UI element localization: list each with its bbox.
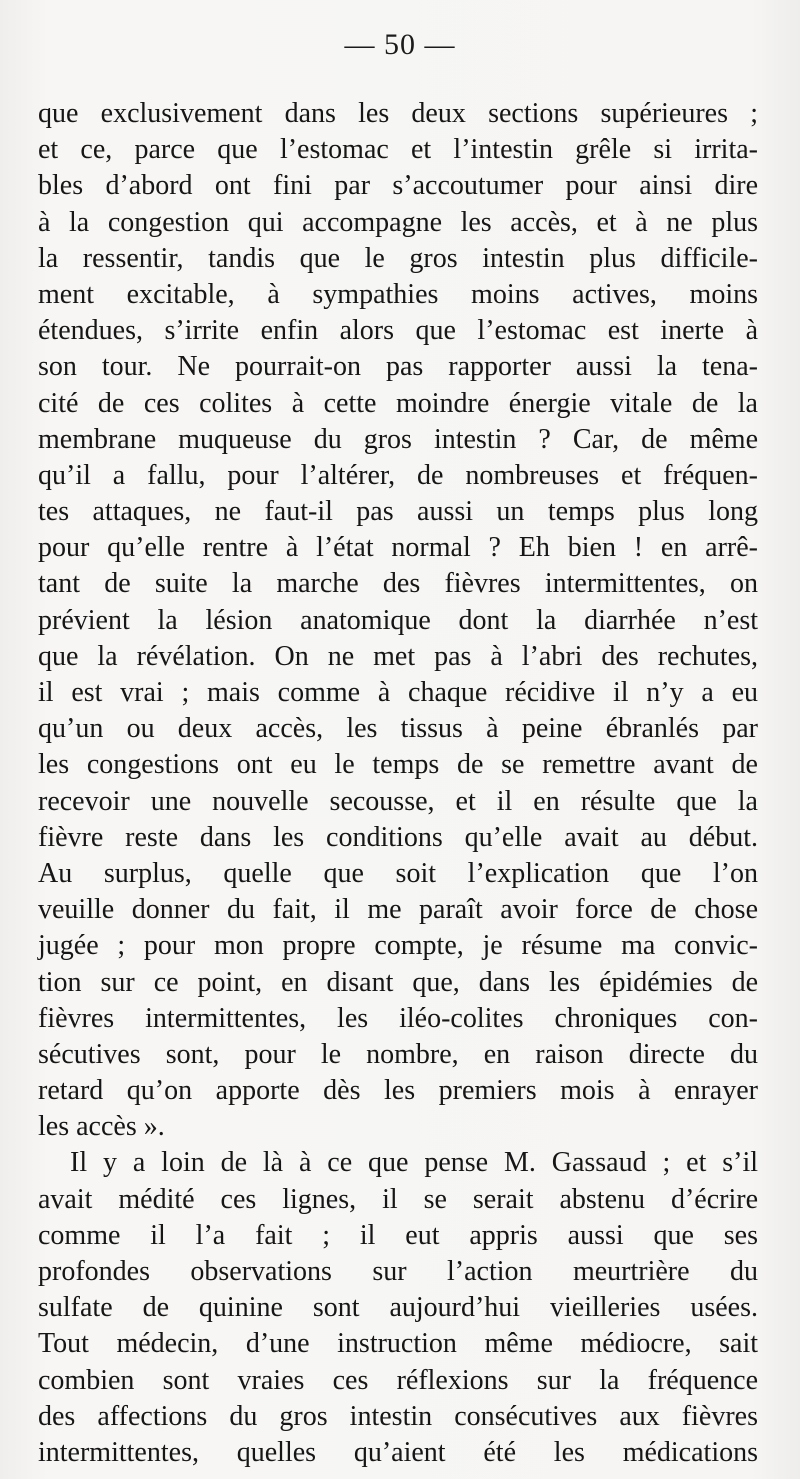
text-line: pour qu’elle rentre à l’état normal ? Eh bien ! en arrê- [38,532,758,564]
body-text [38,96,758,1471]
text-line: les congestions ont eu le temps de se remettre avant de [38,749,758,781]
text-line: sécutives sont, pour le nombre, en raison directe du [38,1038,758,1070]
text-line: jugée ; pour mon propre compte, je résume ma convic- [38,930,758,962]
text-line: Au surplus, quelle que soit l’explication que l’on [38,857,758,889]
text-line: son tour. Ne pourrait-on pas rapporter aussi la tena- [38,351,758,383]
text-line: prévient la lésion anatomique dont la diarrhée n’est [38,604,758,636]
text-line: tes attaques, ne faut-il pas aussi un temps plus long [38,496,758,528]
text-line: veuille donner du fait, il me paraît avoir force de chose [38,894,758,926]
text-line: sulfate de quinine sont aujourd’hui vieilleries usées. [38,1292,758,1324]
text-line: fièvre reste dans les conditions qu’elle avait au début. [38,821,758,853]
text-line: recevoir une nouvelle secousse, et il en résulte que la [38,785,758,817]
text-line: membrane muqueuse du gros intestin ? Car, de même [38,423,758,455]
text-line: des affections du gros intestin consécutives aux fièvres [38,1400,758,1432]
text-line: bles d’abord ont fini par s’accoutumer pour ainsi dire [38,170,758,202]
text-line: avait médité ces lignes, il se serait abstenu d’écrire [38,1183,758,1215]
text-line: il est vrai ; mais comme à chaque récidive il n’y a eu [38,677,758,708]
text-line: ment excitable, à sympathies moins actives, moins [38,278,758,310]
text-line: que exclusivement dans les deux sections supérieures ; [38,98,758,129]
text-line: fièvres intermittentes, les iléo-colites chroniques con- [38,1002,758,1034]
text-line: profondes observations sur l’action meurtrière du [38,1256,758,1287]
text-line: combien sont vraies ces réflexions sur la fréquence [38,1364,758,1396]
text-line: tant de suite la marche des fièvres intermittentes, on [38,568,758,600]
text-line: les accès ». [38,1111,165,1143]
text-line: Tout médecin, d’une instruction même médiocre, sait [38,1328,758,1360]
text-line: étendues, s’irrite enfin alors que l’estomac est inerte à [38,315,758,347]
text-line: la ressentir, tandis que le gros intestin plus difficile- [38,242,758,274]
text-line: retard qu’on apporte dès les premiers mois à enrayer [38,1075,758,1107]
text-line: que la révélation. On ne met pas à l’abri des rechutes, [38,640,758,672]
text-line: qu’il a fallu, pour l’altérer, de nombreuses et fréquen- [38,459,758,491]
text-line: cité de ces colites à cette moindre énergie vitale de la [38,387,758,419]
page-number: — 50 — [344,28,456,61]
text-line: qu’un ou deux accès, les tissus à peine ébranlés par [38,713,758,745]
text-line: tion sur ce point, en disant que, dans les épidémies de [38,966,758,998]
text-line: Il y a loin de là à ce que pense M. Gassaud ; et s’il [70,1147,758,1179]
text-line: comme il l’a fait ; il eut appris aussi que ses [38,1219,758,1251]
text-line: et ce, parce que l’estomac et l’intestin grêle si irrita- [38,134,758,166]
text-line: intermittentes, quelles qu’aient été les médications [38,1436,758,1468]
text-line: à la congestion qui accompagne les accès, et à ne plus [38,206,758,238]
